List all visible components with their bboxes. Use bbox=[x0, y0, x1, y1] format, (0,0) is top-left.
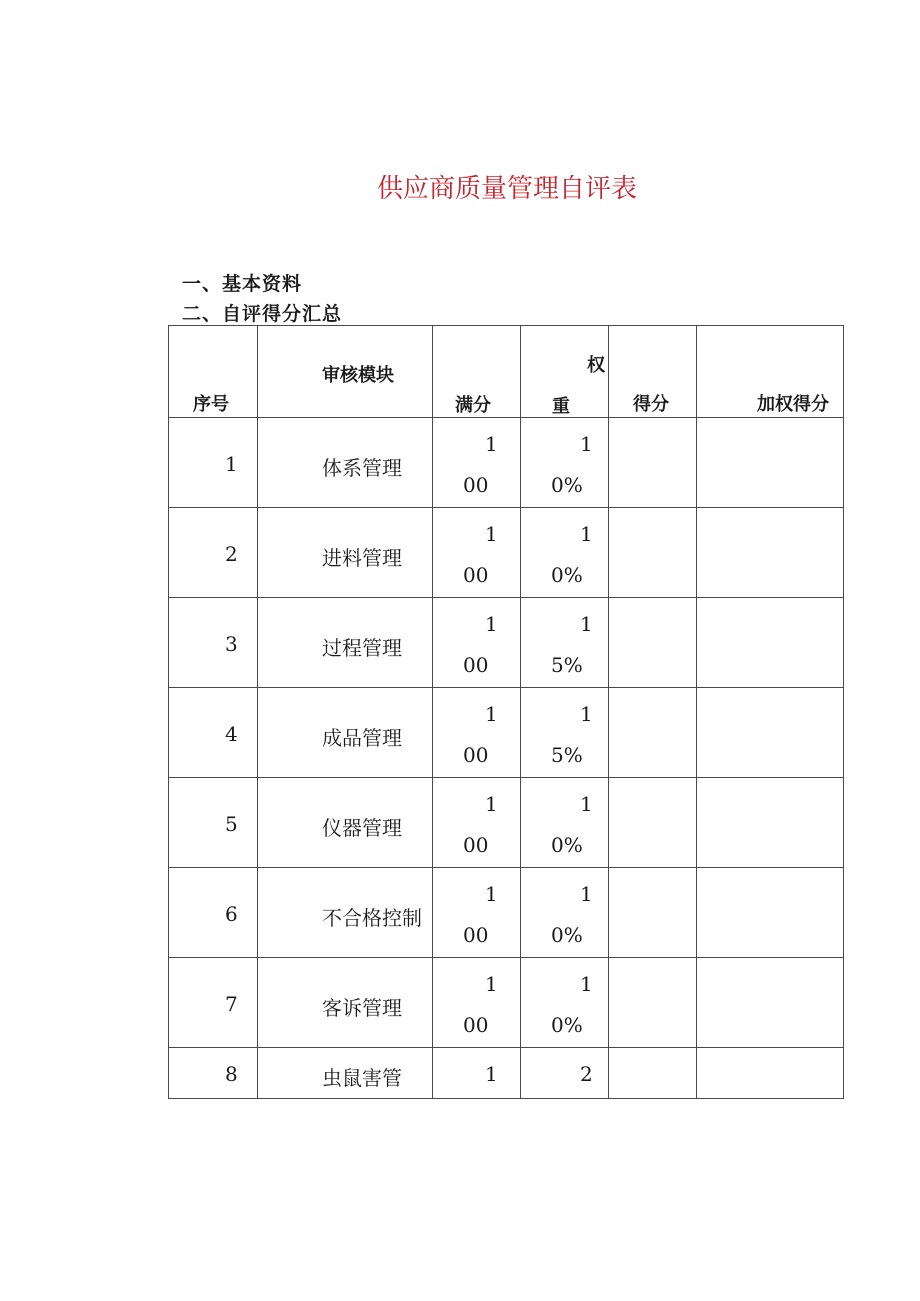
header-module-cell bbox=[258, 326, 433, 418]
row-weight-top: 1 bbox=[580, 792, 593, 816]
table-row bbox=[169, 418, 844, 508]
table-row bbox=[169, 868, 844, 958]
row-full-score-top: 1 bbox=[485, 702, 498, 726]
row-seq: 5 bbox=[225, 812, 238, 836]
row-module: 虫鼠害管 bbox=[322, 1066, 402, 1090]
row-full-score-top: 1 bbox=[485, 612, 498, 636]
row-weighted-score-cell bbox=[697, 958, 844, 1048]
header-score-cell bbox=[609, 326, 697, 418]
row-full-score-top: 1 bbox=[485, 1062, 498, 1086]
row-weight-top: 1 bbox=[580, 522, 593, 546]
row-weighted-score-cell bbox=[697, 778, 844, 868]
row-full-score-bottom: 00 bbox=[463, 653, 489, 677]
row-full-score-top: 1 bbox=[485, 432, 498, 456]
row-module: 进料管理 bbox=[322, 546, 402, 570]
row-weight-bottom: 5% bbox=[551, 743, 583, 767]
row-weight-top: 1 bbox=[580, 432, 593, 456]
row-full-score-top: 1 bbox=[485, 972, 498, 996]
section-basic-info: 一、基本资料 bbox=[182, 273, 303, 295]
row-full-score-top: 1 bbox=[485, 792, 498, 816]
row-full-score-bottom: 00 bbox=[463, 473, 489, 497]
row-full-score-bottom: 00 bbox=[463, 563, 489, 587]
table-row bbox=[169, 508, 844, 598]
row-weight-bottom: 0% bbox=[551, 473, 583, 497]
header-weight-bottom: 重 bbox=[552, 396, 570, 417]
row-module: 成品管理 bbox=[322, 726, 402, 750]
row-module: 客诉管理 bbox=[322, 996, 402, 1020]
row-seq: 2 bbox=[225, 542, 238, 566]
row-score-cell bbox=[609, 958, 697, 1048]
row-weighted-score-cell bbox=[697, 418, 844, 508]
header-module: 审核模块 bbox=[322, 365, 394, 386]
header-seq: 序号 bbox=[193, 394, 229, 415]
row-weight-bottom: 0% bbox=[551, 833, 583, 857]
self-evaluation-table bbox=[168, 325, 844, 1099]
row-score-cell bbox=[609, 418, 697, 508]
row-score-cell bbox=[609, 868, 697, 958]
row-weight-top: 1 bbox=[580, 972, 593, 996]
row-weighted-score-cell bbox=[697, 1048, 844, 1099]
row-weight-bottom: 5% bbox=[551, 653, 583, 677]
header-weight-cell bbox=[521, 326, 609, 418]
row-weighted-score-cell bbox=[697, 868, 844, 958]
row-full-score-top: 1 bbox=[485, 882, 498, 906]
table-row bbox=[169, 778, 844, 868]
row-module: 体系管理 bbox=[322, 456, 402, 480]
table-header-row bbox=[169, 326, 844, 418]
row-score-cell bbox=[609, 598, 697, 688]
row-weight-bottom: 0% bbox=[551, 1013, 583, 1037]
row-score-cell bbox=[609, 1048, 697, 1099]
header-weight-top: 权 bbox=[587, 355, 605, 376]
row-score-cell bbox=[609, 778, 697, 868]
row-score-cell bbox=[609, 508, 697, 598]
row-module: 不合格控制 bbox=[322, 906, 422, 930]
header-weighted-score: 加权得分 bbox=[757, 394, 829, 415]
row-weighted-score-cell bbox=[697, 688, 844, 778]
row-seq: 3 bbox=[225, 632, 238, 656]
row-seq: 4 bbox=[225, 722, 238, 746]
row-full-score-bottom: 00 bbox=[463, 743, 489, 767]
row-weight-top: 2 bbox=[580, 1062, 593, 1086]
header-score: 得分 bbox=[633, 394, 669, 415]
row-full-score-bottom: 00 bbox=[463, 833, 489, 857]
row-weighted-score-cell bbox=[697, 598, 844, 688]
header-full-score-cell bbox=[433, 326, 521, 418]
row-weight-bottom: 0% bbox=[551, 563, 583, 587]
table-row bbox=[169, 958, 844, 1048]
table-row bbox=[169, 598, 844, 688]
header-full-score: 满分 bbox=[455, 395, 491, 416]
section-score-summary: 二、自评得分汇总 bbox=[182, 303, 343, 325]
row-weight-bottom: 0% bbox=[551, 923, 583, 947]
row-seq: 8 bbox=[225, 1062, 238, 1086]
row-seq: 7 bbox=[225, 992, 238, 1016]
row-module: 过程管理 bbox=[322, 636, 402, 660]
table-row bbox=[169, 688, 844, 778]
row-module: 仪器管理 bbox=[322, 816, 402, 840]
row-weighted-score-cell bbox=[697, 508, 844, 598]
row-weight-top: 1 bbox=[580, 702, 593, 726]
row-full-score-bottom: 00 bbox=[463, 1013, 489, 1037]
row-score-cell bbox=[609, 688, 697, 778]
table-row bbox=[169, 1048, 844, 1099]
row-weight-top: 1 bbox=[580, 882, 593, 906]
header-seq-cell bbox=[169, 326, 258, 418]
row-full-score-top: 1 bbox=[485, 522, 498, 546]
row-weight-top: 1 bbox=[580, 612, 593, 636]
row-seq: 6 bbox=[225, 902, 238, 926]
row-seq: 1 bbox=[225, 452, 238, 476]
document-title: 供应商质量管理自评表 bbox=[376, 174, 637, 204]
row-full-score-bottom: 00 bbox=[463, 923, 489, 947]
header-weighted-score-cell bbox=[697, 326, 844, 418]
